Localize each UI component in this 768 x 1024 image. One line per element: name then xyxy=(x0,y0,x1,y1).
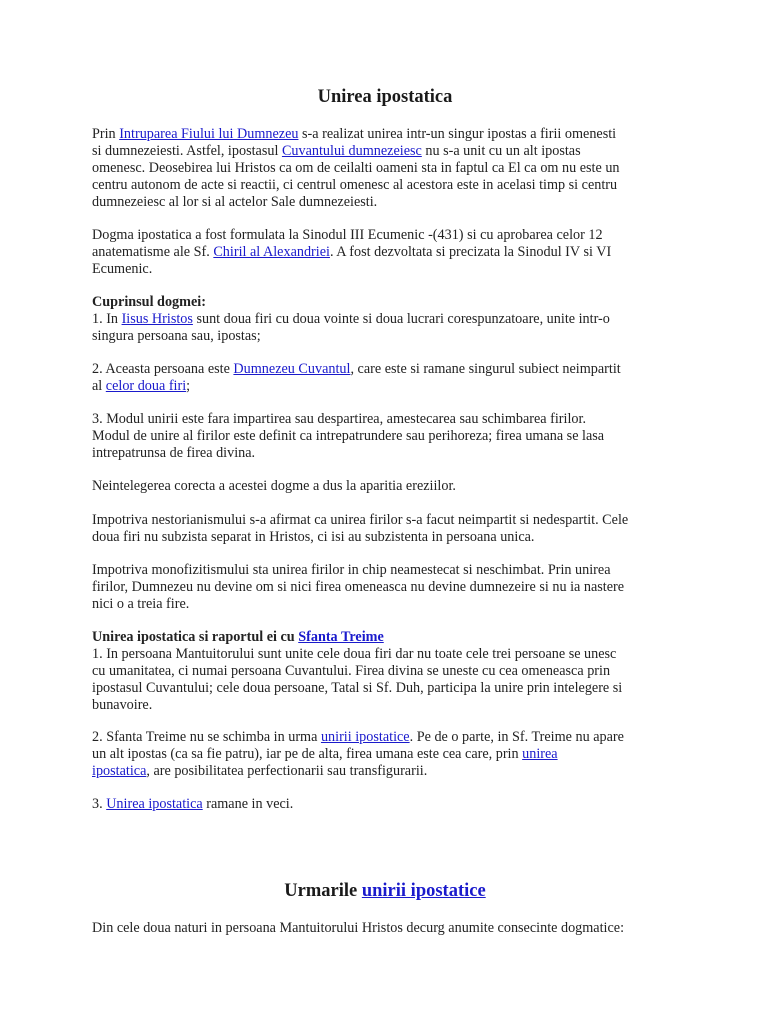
text-line: Neintelegerea corecta a acestei dogme a dus la aparitia ereziilor. xyxy=(92,478,456,494)
link-dumnezeu-cuvantul[interactable]: Dumnezeu Cuvantul xyxy=(233,361,351,377)
paragraph-point-3 xyxy=(92,411,678,462)
text-span: nu s-a unit cu un alt ipostas xyxy=(421,143,581,159)
link-ipostatica[interactable]: ipostatica xyxy=(92,763,147,779)
paragraph-erezii xyxy=(92,478,678,495)
text-line xyxy=(92,796,678,813)
text-line: Dogma ipostatica a fost formulata la Sinodul III Ecumenic -(431) si cu aprobarea celor 12 xyxy=(92,227,603,243)
text-span: 3. xyxy=(92,796,107,812)
text-line: bunavoire. xyxy=(92,697,153,713)
link-sfanta-treime[interactable]: Sfanta Treime xyxy=(298,629,384,645)
text-span: al xyxy=(92,378,106,394)
text-line: 1. In persoana Mantuitorului sunt unite cele doua firi dar nu toate cele trei persoane se unesc xyxy=(92,646,617,662)
text-line xyxy=(92,311,678,328)
text-span: Urmarile xyxy=(284,881,362,901)
page-title: Unirea ipostatica xyxy=(317,87,453,107)
link-unirii-ipostatice-title[interactable]: unirii ipostatice xyxy=(361,881,486,901)
text-span: , care este si ramane singurul subiect neimpartit xyxy=(350,361,621,377)
link-celor-doua-firi[interactable]: celor doua firi xyxy=(105,378,187,394)
link-iisus-hristos[interactable]: Iisus Hristos xyxy=(121,311,193,327)
link-unirea[interactable]: unirea xyxy=(522,746,558,762)
text-line: doua firi nu subzista separat in Hristos, ci isi au subzistenta in persoana unica. xyxy=(92,529,535,545)
text-span: un alt ipostas (ca sa fie patru), iar pe de alta, firea umana este cea care, prin xyxy=(92,746,523,762)
text-line: cu umanitatea, ci numai persoana Cuvantului. Firea divina se uneste cu cea omeneasca prin xyxy=(92,663,611,679)
text-line: firilor, Dumnezeu nu devine om si nici firea omeneasca nu devine dumnezeire si nu ia nastere xyxy=(92,579,625,595)
paragraph-treime-point-2 xyxy=(92,729,678,780)
text-line xyxy=(92,763,678,780)
paragraph-dogma xyxy=(92,227,678,278)
text-line: Impotriva monofizitismului sta unirea firilor in chip neamestecat si neschimbat. Prin unirea xyxy=(92,562,611,578)
paragraph-intro xyxy=(92,126,678,211)
text-line: centru autonom de acte si reactii, ci centrul omenesc al acestora este in acelasi timp si centru xyxy=(92,177,618,193)
text-span: ramane in veci. xyxy=(202,796,294,812)
paragraph-point-2 xyxy=(92,361,678,395)
text-line: 3. Modul unirii este fara impartirea sau despartirea, amestecarea sau schimbarea firilor. xyxy=(92,411,586,427)
text-span: Prin xyxy=(92,126,120,142)
link-chiril[interactable]: Chiril al Alexandriei xyxy=(213,244,330,260)
text-line: Ecumenic. xyxy=(92,261,153,277)
section-title-urmarile xyxy=(92,881,678,902)
text-span: . Pe de o parte, in Sf. Treime nu apare xyxy=(409,729,624,745)
text-span: ; xyxy=(186,378,191,394)
text-span: anatematisme ale Sf. xyxy=(92,244,214,260)
text-line: Modul de unire al firilor este definit ca intrepatrundere sau perihoreza; firea umana se lasa xyxy=(92,428,605,444)
text-line xyxy=(92,378,678,395)
paragraph-monofizitism xyxy=(92,562,678,613)
link-cuvantului-dumnezeiesc[interactable]: Cuvantului dumnezeiesc xyxy=(281,143,422,159)
paragraph-treime-point-3 xyxy=(92,796,678,813)
text-line xyxy=(92,126,678,143)
text-line xyxy=(92,729,678,746)
text-line: Din cele doua naturi in persoana Mantuitorului Hristos decurg anumite consecinte dogmatice: xyxy=(92,920,625,936)
link-unirea-ipostatica[interactable]: Unirea ipostatica xyxy=(106,796,203,812)
text-line: nici o a treia fire. xyxy=(92,596,190,612)
text-line xyxy=(92,361,678,378)
paragraph-nestorianism xyxy=(92,512,678,546)
text-span: sunt doua firi cu doua vointe si doua lucrari corespunzatoare, unite intr-o xyxy=(192,311,610,327)
text-line xyxy=(92,746,678,763)
text-span: 1. In xyxy=(92,311,122,327)
section-heading: Cuprinsul dogmei: xyxy=(92,294,206,310)
text-span: , are posibilitatea perfectionarii sau transfigurarii. xyxy=(146,763,428,779)
text-line: omenesc. Deosebirea lui Hristos ca om de ceilalti oameni sta in faptul ca El ca om nu este un xyxy=(92,160,620,176)
text-span: s-a realizat unirea intr-un singur ipostas a firii omenesti xyxy=(298,126,617,142)
text-span: Unirea ipostatica si raportul ei cu xyxy=(92,629,299,645)
text-line xyxy=(92,244,678,261)
paragraph-consecinte xyxy=(92,920,678,937)
section-heading xyxy=(92,629,678,646)
text-line: ipostasul Cuvantului; cele doua persoane, Tatal si Sf. Duh, participa la unire prin intelegere si xyxy=(92,680,623,696)
text-span: 2. Aceasta persoana este xyxy=(92,361,234,377)
link-unirii-ipostatice[interactable]: unirii ipostatice xyxy=(320,729,410,745)
text-span: . A fost dezvoltata si precizata la Sinodul IV si VI xyxy=(329,244,612,260)
text-line: intrepatrunsa de firea divina. xyxy=(92,445,256,461)
text-span: 2. Sfanta Treime nu se schimba in urma xyxy=(92,729,321,745)
text-line: singura persoana sau, ipostas; xyxy=(92,328,261,344)
paragraph-cuprinsul xyxy=(92,294,678,345)
text-line xyxy=(92,143,678,160)
text-span: si dumnezeiesti. Astfel, ipostasul xyxy=(92,143,282,159)
text-line: dumnezeiesc al lor si al actelor Sale dumnezeiesti. xyxy=(92,194,378,210)
link-intruparea[interactable]: Intruparea Fiului lui Dumnezeu xyxy=(119,126,299,142)
text-line: Impotriva nestorianismului s-a afirmat ca unirea firilor s-a facut neimpartit si nedespartit. Cele xyxy=(92,512,629,528)
paragraph-sfanta-treime xyxy=(92,629,678,714)
